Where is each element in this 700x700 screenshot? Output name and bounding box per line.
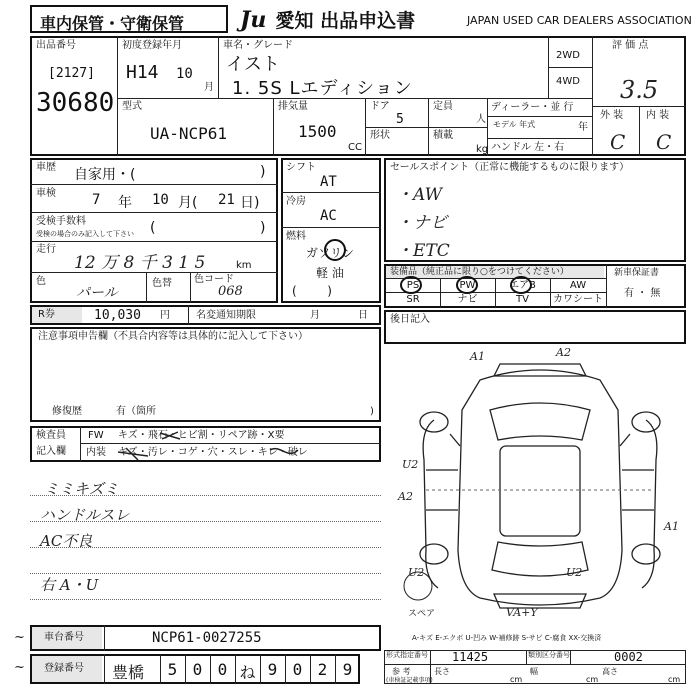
car-name: イスト (226, 54, 280, 75)
fuel-other: ( ) (292, 284, 332, 298)
association-name: JAPAN USED CAR DEALERS ASSOCIATION (467, 14, 692, 27)
ac-value: AC (320, 208, 337, 224)
equip-airbag: エアB (509, 280, 536, 291)
repair-close: ) (370, 406, 374, 417)
displacement-value: 1500 (298, 122, 337, 141)
equip-airbag-circle (510, 276, 532, 294)
model-code: UA-NCP61 (150, 124, 228, 143)
first-reg-label: 初度登録年月 (122, 40, 182, 51)
damage-mark-right-rear: U2 (566, 566, 583, 579)
length-label: 長さ (434, 667, 450, 676)
class-number-value: 0002 (614, 650, 643, 664)
sales-point-1: ・AW (396, 185, 443, 205)
eval-score: 3.5 (620, 76, 659, 104)
plate-char-8: 9 (342, 660, 353, 679)
inspection-year-char: 年 (118, 195, 132, 211)
plate-char-1: 5 (167, 660, 178, 679)
damage-mark-left-door: A2 (398, 490, 413, 503)
damage-mark-left-front: U2 (402, 458, 419, 471)
month-unit: 月 (204, 82, 214, 93)
recycle-label: R券 (38, 309, 55, 320)
doors-label: ドア (370, 101, 390, 112)
damage-mark-front-right: A2 (556, 346, 571, 359)
inspector-label-1: 検査員 (36, 430, 66, 441)
dealer-label: ディーラー・並 行 (491, 102, 574, 113)
recycle-amount: 10,030 (94, 308, 141, 323)
shape-label: 形状 (370, 130, 390, 141)
plate-char-4: ね (239, 663, 256, 682)
reference-note: (車検証記載事項) (386, 677, 433, 684)
name-change-day: 日 (358, 310, 368, 321)
plate-char-3: 0 (217, 660, 228, 679)
inspection-day: 21 (218, 192, 235, 208)
fuel-diesel: 軽 油 (316, 266, 344, 280)
eval-label: 評 価 点 (612, 40, 649, 51)
kg-unit: kg (476, 144, 489, 155)
accept-label: 受検手数料 (36, 216, 86, 227)
name-grade-label: 車名・グレード (223, 40, 293, 51)
exterior-grade: C (610, 130, 626, 154)
inspector-note-3: AC不良 (40, 532, 93, 550)
inspector-note-2: ハンドルスレ (40, 506, 130, 524)
sales-point-3: ・ETC (396, 241, 450, 261)
reference-label: 参 考 (392, 667, 411, 676)
color-change-label: 色替 (152, 278, 172, 289)
class-number-label: 類別区分番号 (528, 651, 570, 659)
inspector-note-1: ミミキズミ (44, 480, 119, 498)
equip-power-seat: カワシート (553, 294, 603, 305)
accept-note: 受検の場合のみ記入して下さい (36, 230, 134, 238)
equip-tv: TV (516, 294, 529, 305)
inspector-note-4: 右 A・U (40, 576, 99, 594)
sales-point-2: ・ナビ (396, 213, 447, 233)
history-value: 自家用・( (74, 167, 136, 183)
form-title: 愛知 出品申込書 (275, 10, 416, 32)
car-grade: 1. 5S Lエディション (232, 78, 413, 99)
repair-label: 修復歴 (52, 406, 82, 417)
load-label: 積載 (433, 130, 453, 141)
height-cm: cm (668, 675, 681, 684)
inspection-day-char: 日) (240, 195, 260, 211)
accept-paren-close: ) (260, 220, 266, 236)
interior-row-label: 内装 (86, 447, 106, 458)
option-scribbles (30, 426, 381, 462)
lot-number: 30680 (36, 88, 115, 118)
width-cm: cm (586, 675, 599, 684)
storage-title-box (30, 5, 228, 33)
person-unit: 人 (476, 114, 486, 125)
car-damage-diagram (390, 350, 690, 620)
interior-label: 内 装 (646, 110, 670, 121)
equipment-label: 装備品（純正品に限り○をつけてください） (390, 267, 569, 277)
color-handwritten: パール (76, 285, 118, 301)
equip-ps-circle (400, 276, 422, 294)
model-year-label: モデル 年式 (493, 120, 536, 129)
interior-grade: C (656, 130, 672, 154)
margin-check-2: ~ (14, 660, 25, 675)
lot-bracket-code: [2127] (48, 66, 95, 81)
fw-options: キズ・飛石・ヒビ割・リペア跡・X要 (118, 430, 285, 441)
warranty-value: 有 ・ 無 (624, 288, 661, 299)
plate-region: 豊橋 (112, 663, 145, 682)
model-code-label: 型式 (122, 101, 142, 112)
year-unit: 年 (578, 122, 588, 133)
first-reg-month: 10 (176, 66, 193, 82)
fw-label: FW (88, 430, 104, 441)
color-label: 色 (36, 276, 46, 287)
first-reg-year: H14 (126, 62, 159, 83)
drive-2wd: 2WD (556, 50, 580, 61)
equip-ps: PS (406, 280, 420, 291)
color-code-value: 068 (218, 284, 243, 299)
history-label: 車歴 (36, 162, 56, 173)
shift-value: AT (320, 174, 337, 190)
recycle-yen: 円 (160, 310, 170, 321)
inspection-label: 車検 (36, 188, 56, 199)
accept-paren-open: ( (150, 220, 156, 236)
inspection-year: 7 (92, 192, 101, 208)
plate-char-5: 9 (267, 660, 278, 679)
interior-options: キズ・汚レ・コゲ・穴・スレ・キレ・破レ (118, 447, 308, 458)
fuel-label: 燃料 (286, 231, 306, 242)
storage-title: 車内保管・守衛保管 (40, 14, 185, 33)
post-delivery-label: 後日記入 (390, 314, 430, 325)
doors-value: 5 (396, 112, 404, 127)
damage-mark-right-door: A1 (664, 520, 679, 533)
exterior-label: 外 装 (600, 110, 624, 121)
type-number-value: 11425 (452, 650, 489, 664)
equip-navi: ナビ (457, 294, 478, 305)
lot-label: 出品番号 (36, 40, 76, 51)
handle-label: ハンドル 左・右 (491, 142, 565, 153)
plate-label: 登録番号 (44, 663, 84, 674)
warranty-label: 新車保証書 (614, 268, 660, 278)
history-close: ) (260, 164, 266, 180)
mileage-handwritten: 12 万 8 千 3 1 5 (74, 253, 206, 273)
damage-mark-front-left: A1 (470, 350, 485, 363)
damage-mark-rear: VA+Y (506, 606, 538, 619)
ju-logo-mark: Ju (240, 7, 267, 33)
equip-pw: PW (459, 280, 476, 291)
plate-char-7: 2 (317, 660, 328, 679)
name-change-label: 名変通知期限 (196, 310, 256, 321)
inspection-month-char: 月( (178, 195, 198, 211)
height-label: 高さ (602, 667, 618, 676)
capacity-label: 定員 (433, 101, 453, 112)
ju-logo (240, 6, 415, 33)
inspection-month: 10 (152, 192, 169, 208)
km-unit: km (236, 260, 252, 271)
mileage-label: 走行 (36, 244, 56, 255)
color-code-label: 色コード (194, 274, 234, 285)
type-number-label: 形式指定番号 (386, 651, 428, 659)
name-change-month: 月 (310, 310, 320, 321)
equip-sr: SR (406, 294, 420, 305)
plate-char-2: 0 (192, 660, 203, 679)
equip-aw: AW (569, 280, 587, 291)
chassis-number: NCP61-0027255 (152, 630, 262, 646)
width-label: 幅 (530, 667, 538, 676)
shift-label: シフト (286, 162, 316, 173)
sales-points-label: セールスポイント（正常に機能するものに限ります） (390, 162, 630, 173)
fuel-circle-mark (324, 239, 346, 261)
spare-tire-label: スペア (408, 609, 436, 619)
damage-legend: A-キズ E-エクボ U-凹み W-補修跡 S-サビ C-腐食 XX-交換済 (412, 634, 602, 642)
equip-pw-circle (456, 276, 478, 294)
notice-label: 注意事項申告欄（不具合内容等は具体的に記入して下さい） (38, 331, 308, 342)
margin-check-1: ~ (14, 630, 25, 645)
chassis-label: 車台番号 (44, 632, 84, 643)
length-cm: cm (510, 675, 523, 684)
cc-unit: CC (348, 142, 362, 153)
inspector-label-2: 記入欄 (36, 446, 66, 457)
repair-value: 有（箇所 (116, 406, 156, 417)
displacement-label: 排気量 (278, 101, 308, 112)
drive-4wd: 4WD (556, 76, 580, 87)
plate-char-6: 0 (292, 660, 303, 679)
fuel-gasoline: ガソリン (306, 246, 355, 260)
damage-mark-left-rear: U2 (408, 566, 425, 579)
ac-label: 冷房 (286, 196, 306, 207)
